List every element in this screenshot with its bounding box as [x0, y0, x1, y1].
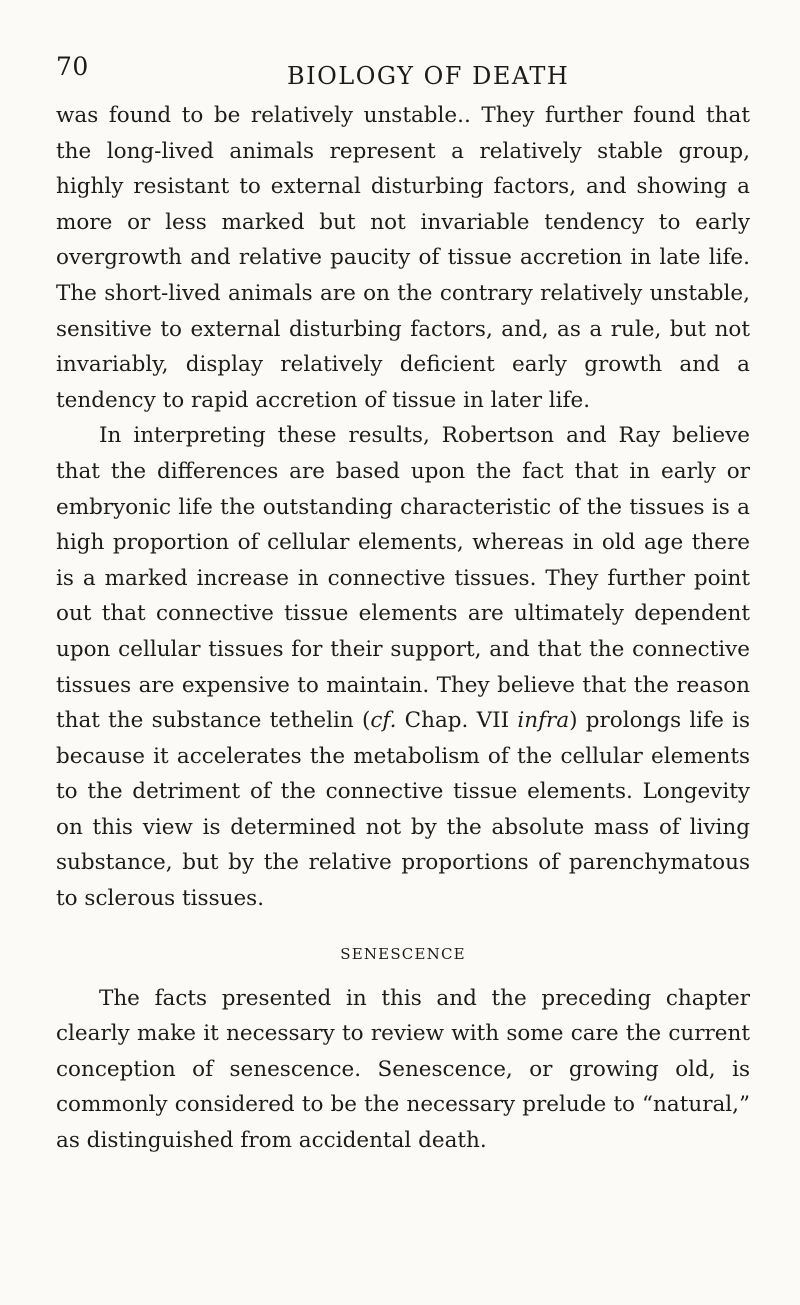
italic-infra: infra [517, 708, 570, 734]
running-title: BIOLOGY OF DEATH [287, 62, 570, 90]
section-heading: SENESCENCE [340, 944, 466, 963]
italic-cf: cf. [370, 708, 397, 734]
page-number: 70 [56, 52, 89, 81]
paragraph-text: ) prolongs life is because it accelerates the metabolism of the cellular elements to the detriment of the connective tissue elements. Longevity on this view is determined not by the absolute mass of living substance, but by the relative proportions of parenchymatous to sclerous tissues. [56, 708, 750, 912]
paragraph-text: In interpreting these results, Robertson and Ray believe that the differences are based upon the fact that in early or embryonic life the outstanding characteristic of the tissues is a high proportion of cellular elements, whereas in old age there is a marked increase in connective tissues. They further point out that connective tissue elements are ultimately dependent upon cellular tissues for their support, and that the connective tissues are expensive to maintain. They believe that the reason that the substance tethelin ( [56, 423, 750, 734]
paragraph-text: Chap. VII [396, 708, 518, 734]
paragraph-robertson-ray [56, 418, 750, 916]
paragraph-continuation: was found to be relatively unstable.. They further found that the long-lived animals represent a relatively stable group, highly resistant to external disturbing factors, and showing a more or less marked but not invariable tendency to early overgrowth and relative paucity of tissue accretion in late life. The short-lived animals are on the contrary relatively unstable, sensitive to external disturbing factors, and, as a rule, but not invariably, display relatively deficient early growth and a tendency to rapid accretion of tissue in later life. [56, 103, 750, 413]
body-text [56, 98, 750, 1159]
paragraph-senescence: The facts presented in this and the preceding chapter clearly make it necessary to review with some care the current conception of senescence. Senescence, or growing old, is commonly considered to be the necessary prelude to “natural,” as distinguished from accidental death. [56, 985, 750, 1154]
running-head [0, 52, 800, 92]
